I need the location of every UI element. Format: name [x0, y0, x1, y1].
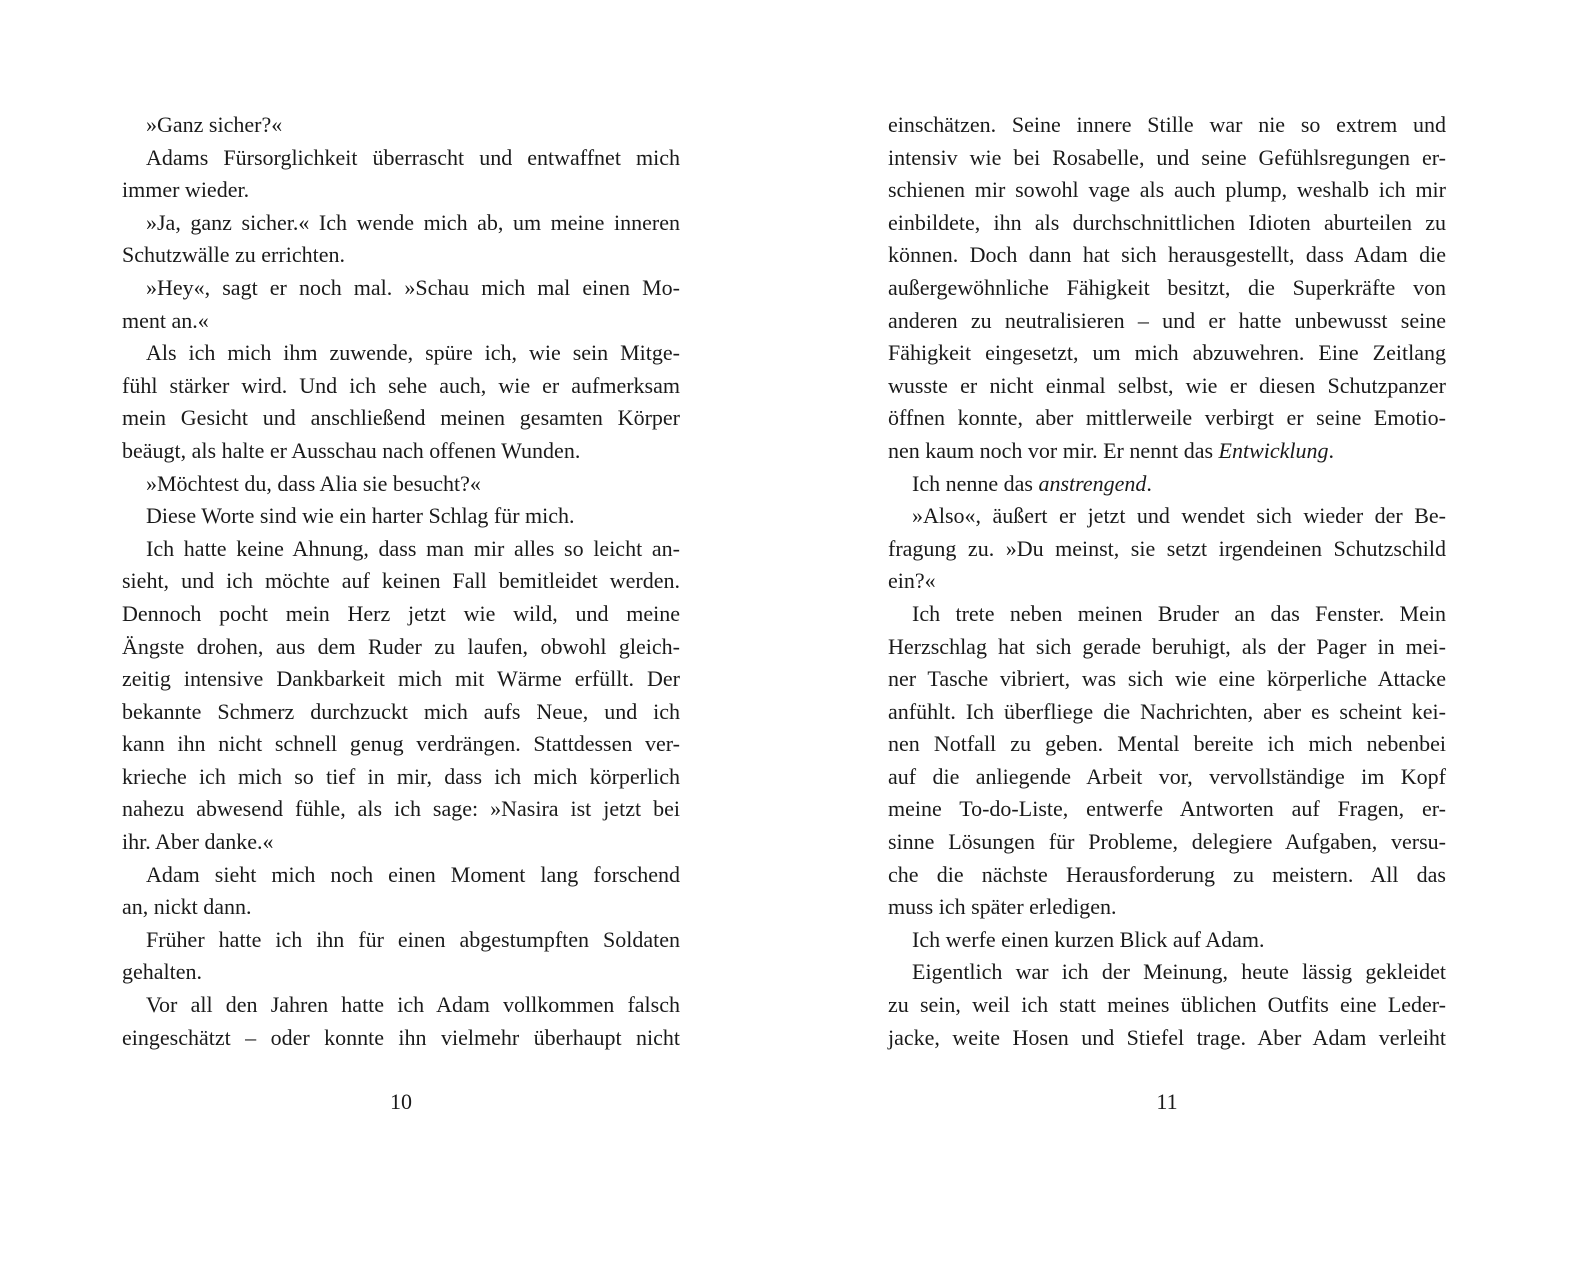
text-line-content: Diese Worte sind wie ein harter Schlag für mich.: [146, 503, 575, 529]
text-line: [122, 659, 680, 692]
text-line: [888, 268, 1446, 301]
text-line: [122, 235, 680, 268]
text-line: [122, 724, 680, 757]
text-line-content: »Hey«, sagt er noch mal. »Schau mich mal einen Mo-: [146, 274, 680, 300]
text-line-content: muss ich später erledigen.: [888, 894, 1117, 920]
text-line-content: einbildete, ihn als durchschnittlichen Idioten aburteilen zu: [888, 209, 1446, 235]
text-line: [122, 431, 680, 464]
text-line: [122, 789, 680, 822]
text-line-content: Ich trete neben meinen Bruder an das Fenster. Mein: [912, 600, 1446, 626]
text-line: [888, 952, 1446, 985]
page-number-right: 11: [1156, 1089, 1178, 1114]
text-line-content: meine To-do-Liste, entwerfe Antworten auf Fragen, er-: [888, 796, 1446, 822]
text-line: [888, 822, 1446, 855]
text-line: [888, 301, 1446, 334]
text-line-content: beäugt, als halte er Ausschau nach offenen Wunden.: [122, 437, 581, 463]
text-line: [122, 398, 680, 431]
text-line-content: jacke, weite Hosen und Stiefel trage. Aber Adam verleiht: [888, 1024, 1446, 1050]
text-line-content: Ich hatte keine Ahnung, dass man mir alles so leicht an-: [146, 535, 680, 561]
text-line: [888, 757, 1446, 790]
text-line: [888, 203, 1446, 236]
text-line: [888, 855, 1446, 888]
text-line: [888, 594, 1446, 627]
text-line: [888, 561, 1446, 594]
text-line-content: Adam sieht mich noch einen Moment lang forschend: [146, 861, 680, 887]
right-page-text: [888, 105, 1446, 1050]
text-line: [888, 920, 1446, 953]
text-line: [888, 138, 1446, 171]
text-line-content: Herzschlag hat sich gerade beruhigt, als der Pager in mei-: [888, 633, 1446, 659]
text-line-content: auf die anliegende Arbeit vor, vervollständige im Kopf: [888, 763, 1446, 789]
text-line: [122, 594, 680, 627]
text-line: [122, 496, 680, 529]
text-line-content: »Möchtest du, dass Alia sie besucht?«: [146, 470, 481, 496]
text-line: [122, 985, 680, 1018]
text-line: [122, 301, 680, 334]
left-page-text: [122, 105, 680, 1050]
text-line-content: Eigentlich war ich der Meinung, heute lässig gekleidet: [912, 959, 1446, 985]
page-number-left: 10: [390, 1089, 412, 1114]
text-line-content: zeitig intensive Dankbarkeit mich mit Wärme erfüllt. Der: [122, 666, 680, 692]
text-line-content: ein?«: [888, 568, 936, 594]
text-line-content: Ängste drohen, aus dem Ruder zu laufen, obwohl gleich-: [122, 633, 680, 659]
text-line: [888, 724, 1446, 757]
text-line-content: Dennoch pocht mein Herz jetzt wie wild, und meine: [122, 600, 680, 626]
text-line: [888, 529, 1446, 562]
text-line-content: an, nickt dann.: [122, 894, 252, 920]
emphasized-word: Entwicklung: [1218, 437, 1329, 463]
text-line: [888, 105, 1446, 138]
text-line-content: nen Notfall zu geben. Mental bereite ich mich nebenbei: [888, 731, 1446, 757]
text-line: [122, 920, 680, 953]
text-line: [122, 561, 680, 594]
text-line-content: sinne Lösungen für Probleme, delegiere Aufgaben, versu-: [888, 829, 1446, 855]
emphasized-word: anstrengend: [1038, 470, 1147, 496]
text-line: [122, 692, 680, 725]
text-line: [122, 887, 680, 920]
text-line: [122, 170, 680, 203]
text-line: [122, 855, 680, 888]
text-line-content: immer wieder.: [122, 177, 250, 203]
text-line-content: Ich nenne das: [912, 470, 1039, 496]
text-line: [888, 366, 1446, 399]
text-line-content: eingeschätzt – oder konnte ihn vielmehr überhaupt nicht: [122, 1024, 680, 1050]
text-line: [888, 496, 1446, 529]
text-line-content: gehalten.: [122, 959, 203, 985]
text-line-content: Vor all den Jahren hatte ich Adam vollkommen falsch: [146, 992, 680, 1018]
text-line: [888, 170, 1446, 203]
text-line-content: fragung zu. »Du meinst, sie setzt irgendeinen Schutzschild: [888, 535, 1446, 561]
text-line: [122, 627, 680, 660]
text-line: [122, 268, 680, 301]
text-line-content: schienen mir sowohl vage als auch plump, weshalb ich mir: [888, 177, 1446, 203]
text-line: [122, 822, 680, 855]
text-line: [122, 529, 680, 562]
text-line-content: »Ganz sicher?«: [146, 112, 283, 137]
text-line: [888, 333, 1446, 366]
text-line-content: nahezu abwesend fühle, als ich sage: »Nasira ist jetzt bei: [122, 796, 680, 822]
text-line: [888, 431, 1446, 464]
text-line-content: intensiv wie bei Rosabelle, und seine Gefühlsregungen er-: [888, 144, 1446, 170]
text-line: [888, 692, 1446, 725]
text-line-content: einschätzen. Seine innere Stille war nie so extrem und: [888, 112, 1446, 137]
text-line: [888, 627, 1446, 660]
text-line: [122, 105, 680, 138]
text-line: [888, 789, 1446, 822]
text-line: [888, 887, 1446, 920]
text-line: [888, 235, 1446, 268]
text-line-content: fühl stärker wird. Und ich sehe auch, wie er aufmerksam: [122, 372, 680, 398]
text-line: [122, 757, 680, 790]
text-line: [122, 333, 680, 366]
text-line-content: außergewöhnliche Fähigkeit besitzt, die Superkräfte von: [888, 274, 1446, 300]
text-line: [888, 398, 1446, 431]
text-line-content: ner Tasche vibriert, was sich wie eine körperliche Attacke: [888, 666, 1446, 692]
text-line-content: »Ja, ganz sicher.« Ich wende mich ab, um meine inneren: [146, 209, 680, 235]
text-line-content: anderen zu neutralisieren – und er hatte unbewusst seine: [888, 307, 1446, 333]
text-line: [122, 138, 680, 171]
text-line-content: mein Gesicht und anschließend meinen gesamten Körper: [122, 405, 680, 431]
text-line-content: che die nächste Herausforderung zu meistern. All das: [888, 861, 1446, 887]
text-line-content: können. Doch dann hat sich herausgestellt, dass Adam die: [888, 242, 1446, 268]
text-line: [122, 366, 680, 399]
text-line-content: Ich werfe einen kurzen Blick auf Adam.: [912, 926, 1265, 952]
text-line: [888, 985, 1446, 1018]
text-line-content: zu sein, weil ich statt meines üblichen Outfits eine Leder-: [888, 992, 1446, 1018]
text-line-content: nen kaum noch vor mir. Er nennt das: [888, 437, 1219, 463]
text-line-content: anfühlt. Ich überfliege die Nachrichten, aber es scheint kei-: [888, 698, 1446, 724]
text-line: [888, 1018, 1446, 1051]
text-line-punctuation: .: [1146, 470, 1152, 496]
text-line-content: sieht, und ich möchte auf keinen Fall bemitleidet werden.: [122, 568, 680, 594]
text-line-content: kann ihn nicht schnell genug verdrängen. Stattdessen ver-: [122, 731, 680, 757]
text-line-content: Schutzwälle zu errichten.: [122, 242, 345, 268]
text-line-content: krieche ich mich so tief in mir, dass ich mich körperlich: [122, 763, 680, 789]
text-line-content: öffnen konnte, aber mittlerweile verbirgt er seine Emotio-: [888, 405, 1446, 431]
text-line-content: Als ich mich ihm zuwende, spüre ich, wie sein Mitge-: [146, 340, 680, 366]
text-line: [122, 203, 680, 236]
text-line: [888, 659, 1446, 692]
text-line: [888, 464, 1446, 497]
text-line-content: ment an.«: [122, 307, 209, 333]
text-line-content: »Also«, äußert er jetzt und wendet sich wieder der Be-: [912, 503, 1446, 529]
text-line-content: ihr. Aber danke.«: [122, 829, 274, 855]
text-line-punctuation: .: [1328, 437, 1335, 463]
text-line-content: wusste er nicht einmal selbst, wie er diesen Schutzpanzer: [888, 372, 1446, 398]
text-line: [122, 952, 680, 985]
text-line: [122, 1018, 680, 1051]
text-line: [122, 464, 680, 497]
text-line-content: bekannte Schmerz durchzuckt mich aufs Neue, und ich: [122, 698, 680, 724]
text-line-content: Fähigkeit eingesetzt, um mich abzuwehren. Eine Zeitlang: [888, 340, 1446, 366]
text-line-content: Adams Fürsorglichkeit überrascht und entwaffnet mich: [146, 144, 680, 170]
text-line-content: Früher hatte ich ihn für einen abgestumpften Soldaten: [146, 926, 680, 952]
